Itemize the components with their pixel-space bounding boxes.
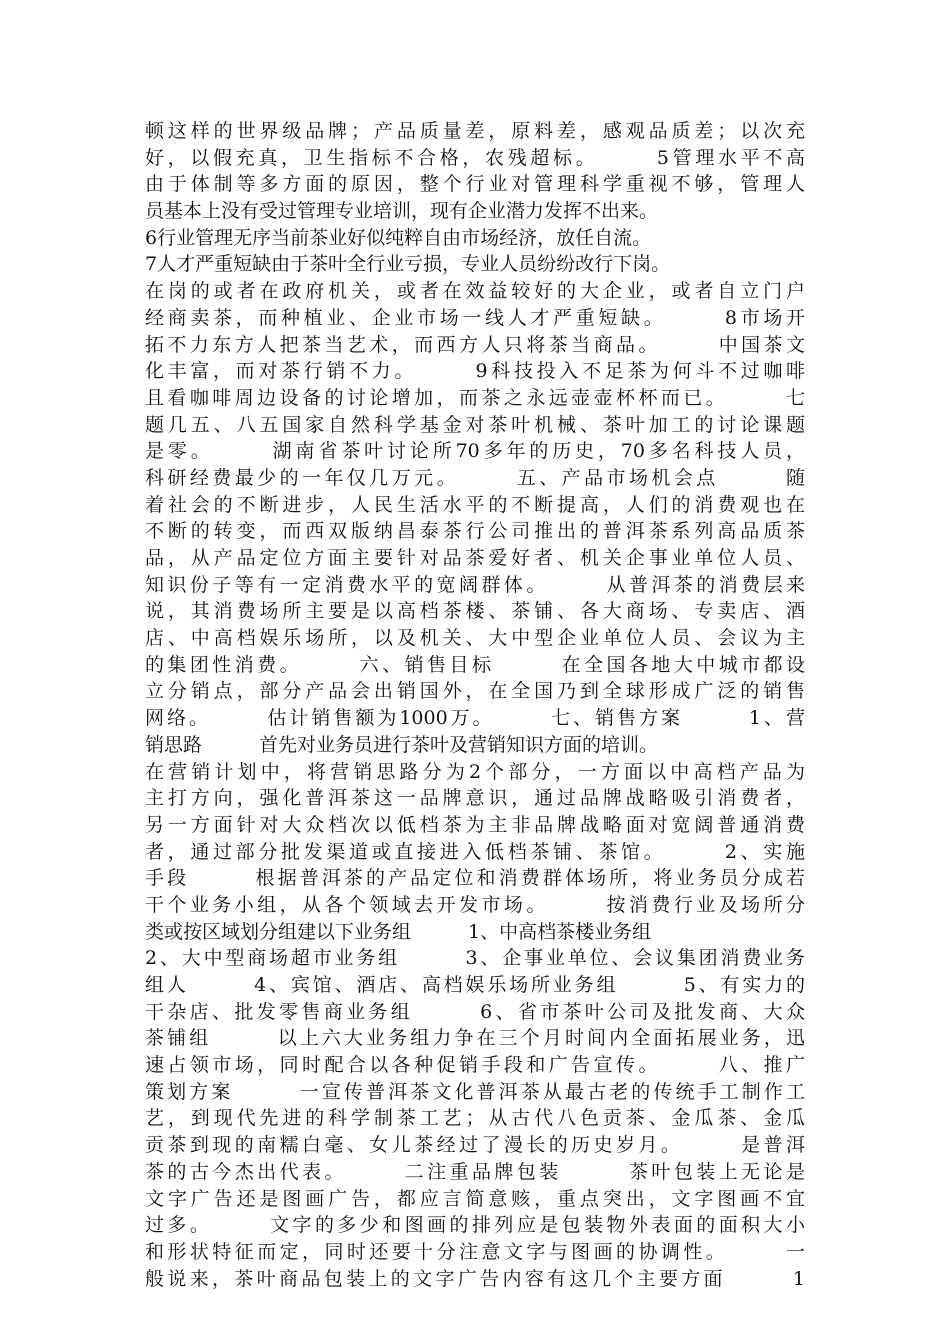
text-line: 是零。 湖南省茶叶讨论所70多年的历史，70多名科技人员， bbox=[145, 440, 805, 463]
text-line: 艺，到现代先进的科学制茶工艺；从古代八色贡茶、金瓜茶、金瓜 bbox=[145, 1107, 805, 1130]
text-line: 网络。 估计销售额为1000万。 七、销售方案 1、营 bbox=[145, 707, 805, 730]
text-line: 文字广告还是图画广告，都应言简意赅，重点突出，文字图画不宜 bbox=[145, 1187, 805, 1210]
text-line: 且看咖啡周边设备的讨论增加，而茶之永远壶壶杯杯而已。 七 bbox=[145, 386, 805, 409]
text-line: 立分销点，部分产品会出销国外，在全国乃到全球形成广泛的销售 bbox=[145, 680, 805, 703]
text-line: 6行业管理无序当前茶业好似纯粹自由市场经济，放任自流。 bbox=[145, 226, 652, 249]
text-line: 干杂店、批发零售商业务组 6、省市茶叶公司及批发商、大众 bbox=[145, 1000, 805, 1023]
text-line: 速占领市场，同时配合以各种促销手段和广告宣传。 八、推广 bbox=[145, 1054, 805, 1077]
text-line: 茶铺组 以上六大业务组力争在三个月时间内全面拓展业务，迅 bbox=[145, 1027, 805, 1050]
text-line: 和形状特征而定，同时还要十分注意文字与图画的协调性。 一 bbox=[145, 1240, 805, 1263]
text-line: 知识份子等有一定消费水平的宽阔群体。 从普洱茶的消费层来 bbox=[145, 573, 805, 596]
text-line: 好，以假充真，卫生指标不合格，农残超标。 5管理水平不高 bbox=[145, 146, 805, 169]
text-line: 拓不力东方人把茶当艺术，而西方人只将茶当商品。 中国茶文 bbox=[145, 333, 805, 356]
text-line: 在营销计划中，将营销思路分为2个部分，一方面以中高档产品为 bbox=[145, 760, 805, 783]
text-line: 7人才严重短缺由于茶叶全行业亏损，专业人员纷纷改行下岗。 bbox=[145, 253, 671, 276]
text-line: 在岗的或者在政府机关，或者在效益较好的大企业，或者自立门户 bbox=[145, 280, 805, 303]
text-line: 另一方面针对大众档次以低档茶为主非品牌战略面对宽阔普通消费 bbox=[145, 813, 805, 836]
text-line: 策划方案 一宣传普洱茶文化普洱茶从最古老的传统手工制作工 bbox=[145, 1080, 805, 1103]
text-line: 由于体制等多方面的原因，整个行业对管理科学重视不够，管理人 bbox=[145, 173, 805, 196]
text-line: 的集团性消费。 六、销售目标 在全国各地大中城市都设 bbox=[145, 653, 805, 676]
text-line: 说，其消费场所主要是以高档茶楼、茶铺、各大商场、专卖店、酒 bbox=[145, 600, 805, 623]
text-line: 2、大中型商场超市业务组 3、企事业单位、会议集团消费业务 bbox=[145, 947, 805, 970]
text-line: 般说来，茶叶商品包装上的文字广告内容有这几个主要方面 1 bbox=[145, 1267, 805, 1290]
text-line: 干个业务小组，从各个领域去开发市场。 按消费行业及场所分 bbox=[145, 893, 805, 916]
text-line: 不断的转变，而西双版纳昌泰茶行公司推出的普洱茶系列高品质茶 bbox=[145, 520, 805, 543]
text-line: 茶的古今杰出代表。 二注重品牌包装 茶叶包装上无论是 bbox=[145, 1160, 805, 1183]
text-line: 化丰富，而对茶行销不力。 9科技投入不足茶为何斗不过咖啡 bbox=[145, 360, 805, 383]
text-line: 科研经费最少的一年仅几万元。 五、产品市场机会点 随 bbox=[145, 466, 805, 489]
text-line: 销思路 首先对业务员进行茶叶及营销知识方面的培训。 bbox=[145, 733, 659, 756]
text-line: 着社会的不断进步，人民生活水平的不断提高，人们的消费观也在 bbox=[145, 493, 805, 516]
text-line: 员基本上没有受过管理专业培训，现有企业潜力发挥不出来。 bbox=[145, 200, 659, 223]
text-line: 主打方向，强化普洱茶这一品牌意识，通过品牌战略吸引消费者， bbox=[145, 787, 805, 810]
document-body-text bbox=[145, 118, 805, 1292]
text-line: 贡茶到现的南糯白毫、女儿茶经过了漫长的历史岁月。 是普洱 bbox=[145, 1134, 805, 1157]
text-line: 过多。 文字的多少和图画的排列应是包装物外表面的面积大小 bbox=[145, 1214, 805, 1237]
text-line: 经商卖茶，而种植业、企业市场一线人才严重短缺。 8市场开 bbox=[145, 306, 805, 329]
text-line: 品，从产品定位方面主要针对品茶爱好者、机关企事业单位人员、 bbox=[145, 547, 805, 569]
text-line: 者，通过部分批发渠道或直接进入低档茶铺、茶馆。 2、实施 bbox=[145, 840, 805, 863]
text-line: 题几五、八五国家自然科学基金对茶叶机械、茶叶加工的讨论课题 bbox=[145, 413, 805, 436]
text-line: 类或按区域划分组建以下业务组 1、中高档茶楼业务组 bbox=[145, 920, 652, 943]
text-line: 组人 4、宾馆、酒店、高档娱乐场所业务组 5、有实力的 bbox=[145, 974, 805, 996]
text-line: 顿这样的世界级品牌；产品质量差，原料差，感观品质差；以次充 bbox=[145, 120, 805, 142]
text-line: 手段 根据普洱茶的产品定位和消费群体场所，将业务员分成若 bbox=[145, 867, 805, 890]
text-line: 店、中高档娱乐场所，以及机关、大中型企业单位人员、会议为主 bbox=[145, 627, 805, 650]
